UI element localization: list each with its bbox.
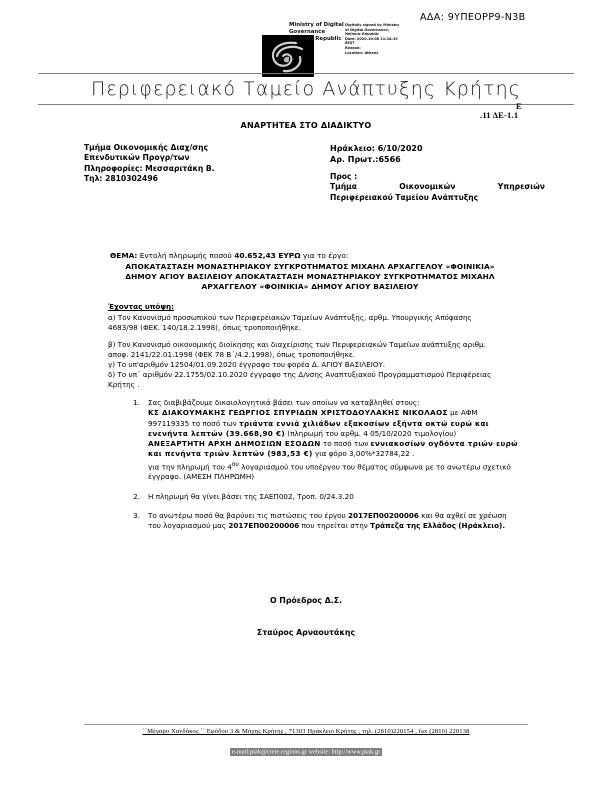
item-1-tax-amount-in-words: εννιακοσίων ογδόντα τριών ευρώ και πενήντα τριών λεπτών (983,53 €) xyxy=(148,439,518,459)
sender-department-block xyxy=(84,143,215,185)
legal-paragraph-d-line-1: δ) Το υπ΄ αριθμόν 22.1755/02.10.2020 έγγραφο της Δ/νσης Αναπτυξιακού Προγραμματισμού Περιφέρειας xyxy=(108,370,492,380)
item-1-closing-row xyxy=(148,460,518,483)
list-item-3-body xyxy=(148,511,518,532)
signature-stamp-line7: Location: Athens xyxy=(345,50,379,55)
item-1-afm-label: με ΑΦΜ xyxy=(450,408,478,418)
footer-address: ΄΄Μέγαρο Χανδάκος ΄΄ Εφόδου 3 & Μάχης Κρήτης , 71303 Ηράκλειο Κρήτης , τηλ. (2810)220154 , fax (2810) 220138 xyxy=(142,728,470,735)
item-1-payee-name: ΚΣ ΔΙΑΚΟΥΜΑΚΗΣ ΓΕΩΡΓΙΟΣ ΣΠΥΡΙΔΩΝ ΧΡΙΣΤΟΔΟΥΛΑΚΗΣ ΝΙΚΟΛΑΟΣ xyxy=(148,408,448,418)
list-item xyxy=(118,398,518,483)
subject-project-title xyxy=(110,262,510,293)
list-item-3-number: 3. xyxy=(132,511,140,521)
legal-paragraph-a-line-1: α) Τον Κανονισμό προσωπικού των Περιφερειακών Ταμείων Ανάπτυξης, αρθμ. Υπουργικής Απόφασης xyxy=(108,313,472,323)
footer-contact-row xyxy=(0,738,612,757)
ministry-name-line1: Ministry of Digital xyxy=(289,22,344,28)
recipient-label: Προς : xyxy=(330,172,358,181)
item-1-afm-value: 997119335 xyxy=(148,418,190,428)
recipient-dept-word-3: Υπηρεσιών xyxy=(497,182,545,192)
list-item-1-body xyxy=(148,398,518,483)
signature-stamp-line3: Hellenic Republic xyxy=(345,32,380,37)
organization-title: Περιφερειακό Ταμείο Ανάπτυξης Κρήτης xyxy=(90,78,522,100)
ministry-name-line3: Hellenic Republic xyxy=(289,36,342,43)
legal-paragraph-b-line-2: αποφ. 2141/22.01.1998 (ΦΕΚ 78 Β΄/4.2.1998), όπως τροποποιήθηκε. xyxy=(108,349,356,359)
recipient-dept-word-2: Οικονομικών xyxy=(399,182,456,192)
masthead-divider-top xyxy=(38,73,574,74)
item-1-closing-part-1: για την πληρωμή του 4 xyxy=(148,462,232,472)
item-1-intro: Σας διαβιβάζουμε δικαιολογητικά βάσει των οποίων να καταβληθεί στους: xyxy=(148,398,420,407)
item-3-bank-branch: (Ηράκλειο). xyxy=(458,521,506,531)
subject-project-line-2: ΔΗΜΟΥ ΑΓΙΟΥ ΒΑΣΙΛΕΙΟΥ ΑΠΟΚΑΤΑΣΤΑΣΗ ΜΟΝΑΣΤΗΡΙΑΚΟΥ ΣΥΓΚΡΟΤΗΜΑΤΟΣ ΜΙΧΑΗΛ xyxy=(125,272,495,282)
subject-label: ΘΕΜΑ: xyxy=(110,251,138,260)
item-1-closing-part-3: έγγραφο. (ΑΜΕΣΗ ΠΛΗΡΩΜΗ) xyxy=(148,472,255,482)
list-item-2-body: Η πληρωμή θα γίνει βάσει της ΣΑΕΠ002, Τροπ. 0/24.3.20 xyxy=(148,491,354,501)
legal-basis-section xyxy=(108,302,512,391)
legal-basis-heading: Έχοντας υπόψη: xyxy=(108,302,175,311)
masthead-divider-bottom xyxy=(38,104,574,105)
signature-stamp-line4: Date: 2020.10.08 11:24:19 xyxy=(345,36,398,41)
recipient-dept-word-1: Τμήμα xyxy=(330,182,357,192)
item-3-bank-name: Τράπεζα της Ελλάδος xyxy=(370,521,456,531)
subject-project-line-1: ΑΠΟΚΑΤΑΣΤΑΣΗ ΜΟΝΑΣΤΗΡΙΑΚΟΥ ΣΥΓΚΡΟΤΗΜΑΤΟΣ ΜΙΧΑΗΛ ΑΡΧΑΓΓΕΛΟΥ «ΦΟΙΝΙΚΙΑ» xyxy=(125,262,495,271)
digital-signature-stamp xyxy=(345,23,423,55)
item-3-text-part-4: που τηρείται στην xyxy=(301,521,368,531)
form-code-letter: Ε xyxy=(516,101,522,111)
item-3-project-code: 2017ΕΠ00200006 xyxy=(348,511,419,521)
instructions-list xyxy=(118,398,518,541)
legal-paragraph-c: γ) Το υπ'αριθμόν 12504/01.09.2020 έγγραφο του φορέα Δ. ΑΓΙΟΥ ΒΑΣΙΛΕΙΟΥ. xyxy=(108,360,386,370)
item-1-amount-intro: το ποσό των xyxy=(191,418,237,428)
list-item xyxy=(118,511,518,532)
signature-stamp-line2: of Digital Governance, xyxy=(345,27,390,32)
recipient-department-row xyxy=(330,182,545,192)
footer-divider xyxy=(84,724,528,725)
subject-headline xyxy=(110,251,510,261)
document-meta-block xyxy=(330,143,423,165)
subject-project-line-3: ΑΡΧΑΓΓΕΛΟΥ «ΦΟΙΝΙΚΙΑ» ΔΗΜΟΥ ΑΓΙΟΥ ΒΑΣΙΛΕΙΟΥ xyxy=(201,282,419,292)
publication-notice: ΑΝΑΡΤΗΤΕΑ ΣΤΟ ΔΙΑΔΙΚΤΥΟ xyxy=(240,121,372,130)
sender-line-2: Επενδυτικών Προγρ/των xyxy=(84,153,190,163)
item-1-tax-authority: ΑΝΕΞΑΡΤΗΤΗ ΑΡΧΗ ΔΗΜΟΣΙΩΝ ΕΣΟΔΩΝ xyxy=(148,439,321,449)
subject-section xyxy=(110,251,510,293)
recipient-block xyxy=(330,172,560,203)
ministry-name-line2: Governance xyxy=(289,29,326,36)
subject-intro: Εντολή πληρωμής ποσού xyxy=(139,251,232,260)
signature-stamp-line6: Reason: xyxy=(345,45,361,50)
signatory-title: Ο Πρόεδρος Δ.Σ. xyxy=(269,596,343,605)
form-code-reference: .11 ΔΕ-1.1 xyxy=(480,110,519,120)
sender-line-3: Πληροφορίες: Μεσσαριτάκη Β. xyxy=(84,163,215,173)
sender-line-1: Τμήμα Οικονομικής Διαχ/σης xyxy=(84,143,209,152)
item-1-tax-intro: το ποσό των xyxy=(322,439,369,449)
item-1-closing-part-2: λογαριασμού του υποέργου του θέματος σύμφωνα με το ανωτέρω σχετικό xyxy=(238,462,511,472)
subject-amount: 40.652,43 ΕΥΡΩ xyxy=(234,251,301,260)
signature-stamp-line1: Digitally signed by Ministry xyxy=(345,23,400,27)
item-3-account-code: 2017ΕΠ00200006 xyxy=(228,521,300,531)
place-and-date: Ηράκλειο: 6/10/2020 xyxy=(330,144,423,153)
protocol-number: Αρ. Πρωτ.:6566 xyxy=(330,155,401,164)
list-item-2-number: 2. xyxy=(132,491,140,501)
legal-paragraph-d-line-2: Κρήτης . xyxy=(108,380,140,390)
signature-stamp-line5: EEST xyxy=(345,41,355,46)
item-3-text-part-1: Το ανωτέρω ποσό θα βαρύνει τις πιστώσεις του έργου xyxy=(148,511,346,521)
ministry-logo-block xyxy=(262,22,422,70)
item-1-amount-note: (πληρωμή του αρθμ. 4 05/10/2020 τιμολογίου) xyxy=(287,428,457,438)
list-item xyxy=(118,492,518,502)
subject-suffix: για το έργο: xyxy=(302,251,349,260)
ada-code: ΑΔΑ: 9ΥΠΕΟΡΡ9-Ν3Β xyxy=(420,12,526,23)
item-1-ordinal-suffix: ου xyxy=(231,460,239,468)
recipient-organization: Περιφερειακού Ταμείου Ανάπτυξης xyxy=(330,192,479,202)
legal-paragraph-b-line-1: β) Τον Κανονισμό οικονομικής διοίκησης και διαχείρισης των Περιφερειακών Ταμείων ανάπτυξης αριθμ. xyxy=(108,339,486,349)
item-3-text-part-2: και θα αχθεί σε xyxy=(421,511,477,521)
item-1-tax-row xyxy=(148,439,518,460)
sender-line-4: Τηλ: 2810302496 xyxy=(84,174,158,184)
item-1-tax-note: για φόρο 3,00%*32784,22 . xyxy=(314,449,415,459)
item-3-text-part-3: χρέωση του λογαριασμού μας xyxy=(148,511,507,531)
legal-paragraph-a-line-2: 4683/98 (ΦΕΚ. 140/18.2.1998), όπως τροποποιήθηκε. xyxy=(108,323,301,333)
signatory-name: Σταύρος Αρναουτάκης xyxy=(256,628,356,637)
item-1-payee-row xyxy=(148,408,518,439)
item-1-amount-in-words: τριάντα εννιά χιλιάδων εξακοσίων εξήντα οκτώ ευρώ και ενενήντα λεπτών (39.668,90 €) xyxy=(148,418,489,438)
footer-email-website[interactable]: e-mail:ptak@crete.regions.gr website: http://www.ptak.gr xyxy=(231,748,381,755)
list-item-1-number: 1. xyxy=(132,398,140,407)
